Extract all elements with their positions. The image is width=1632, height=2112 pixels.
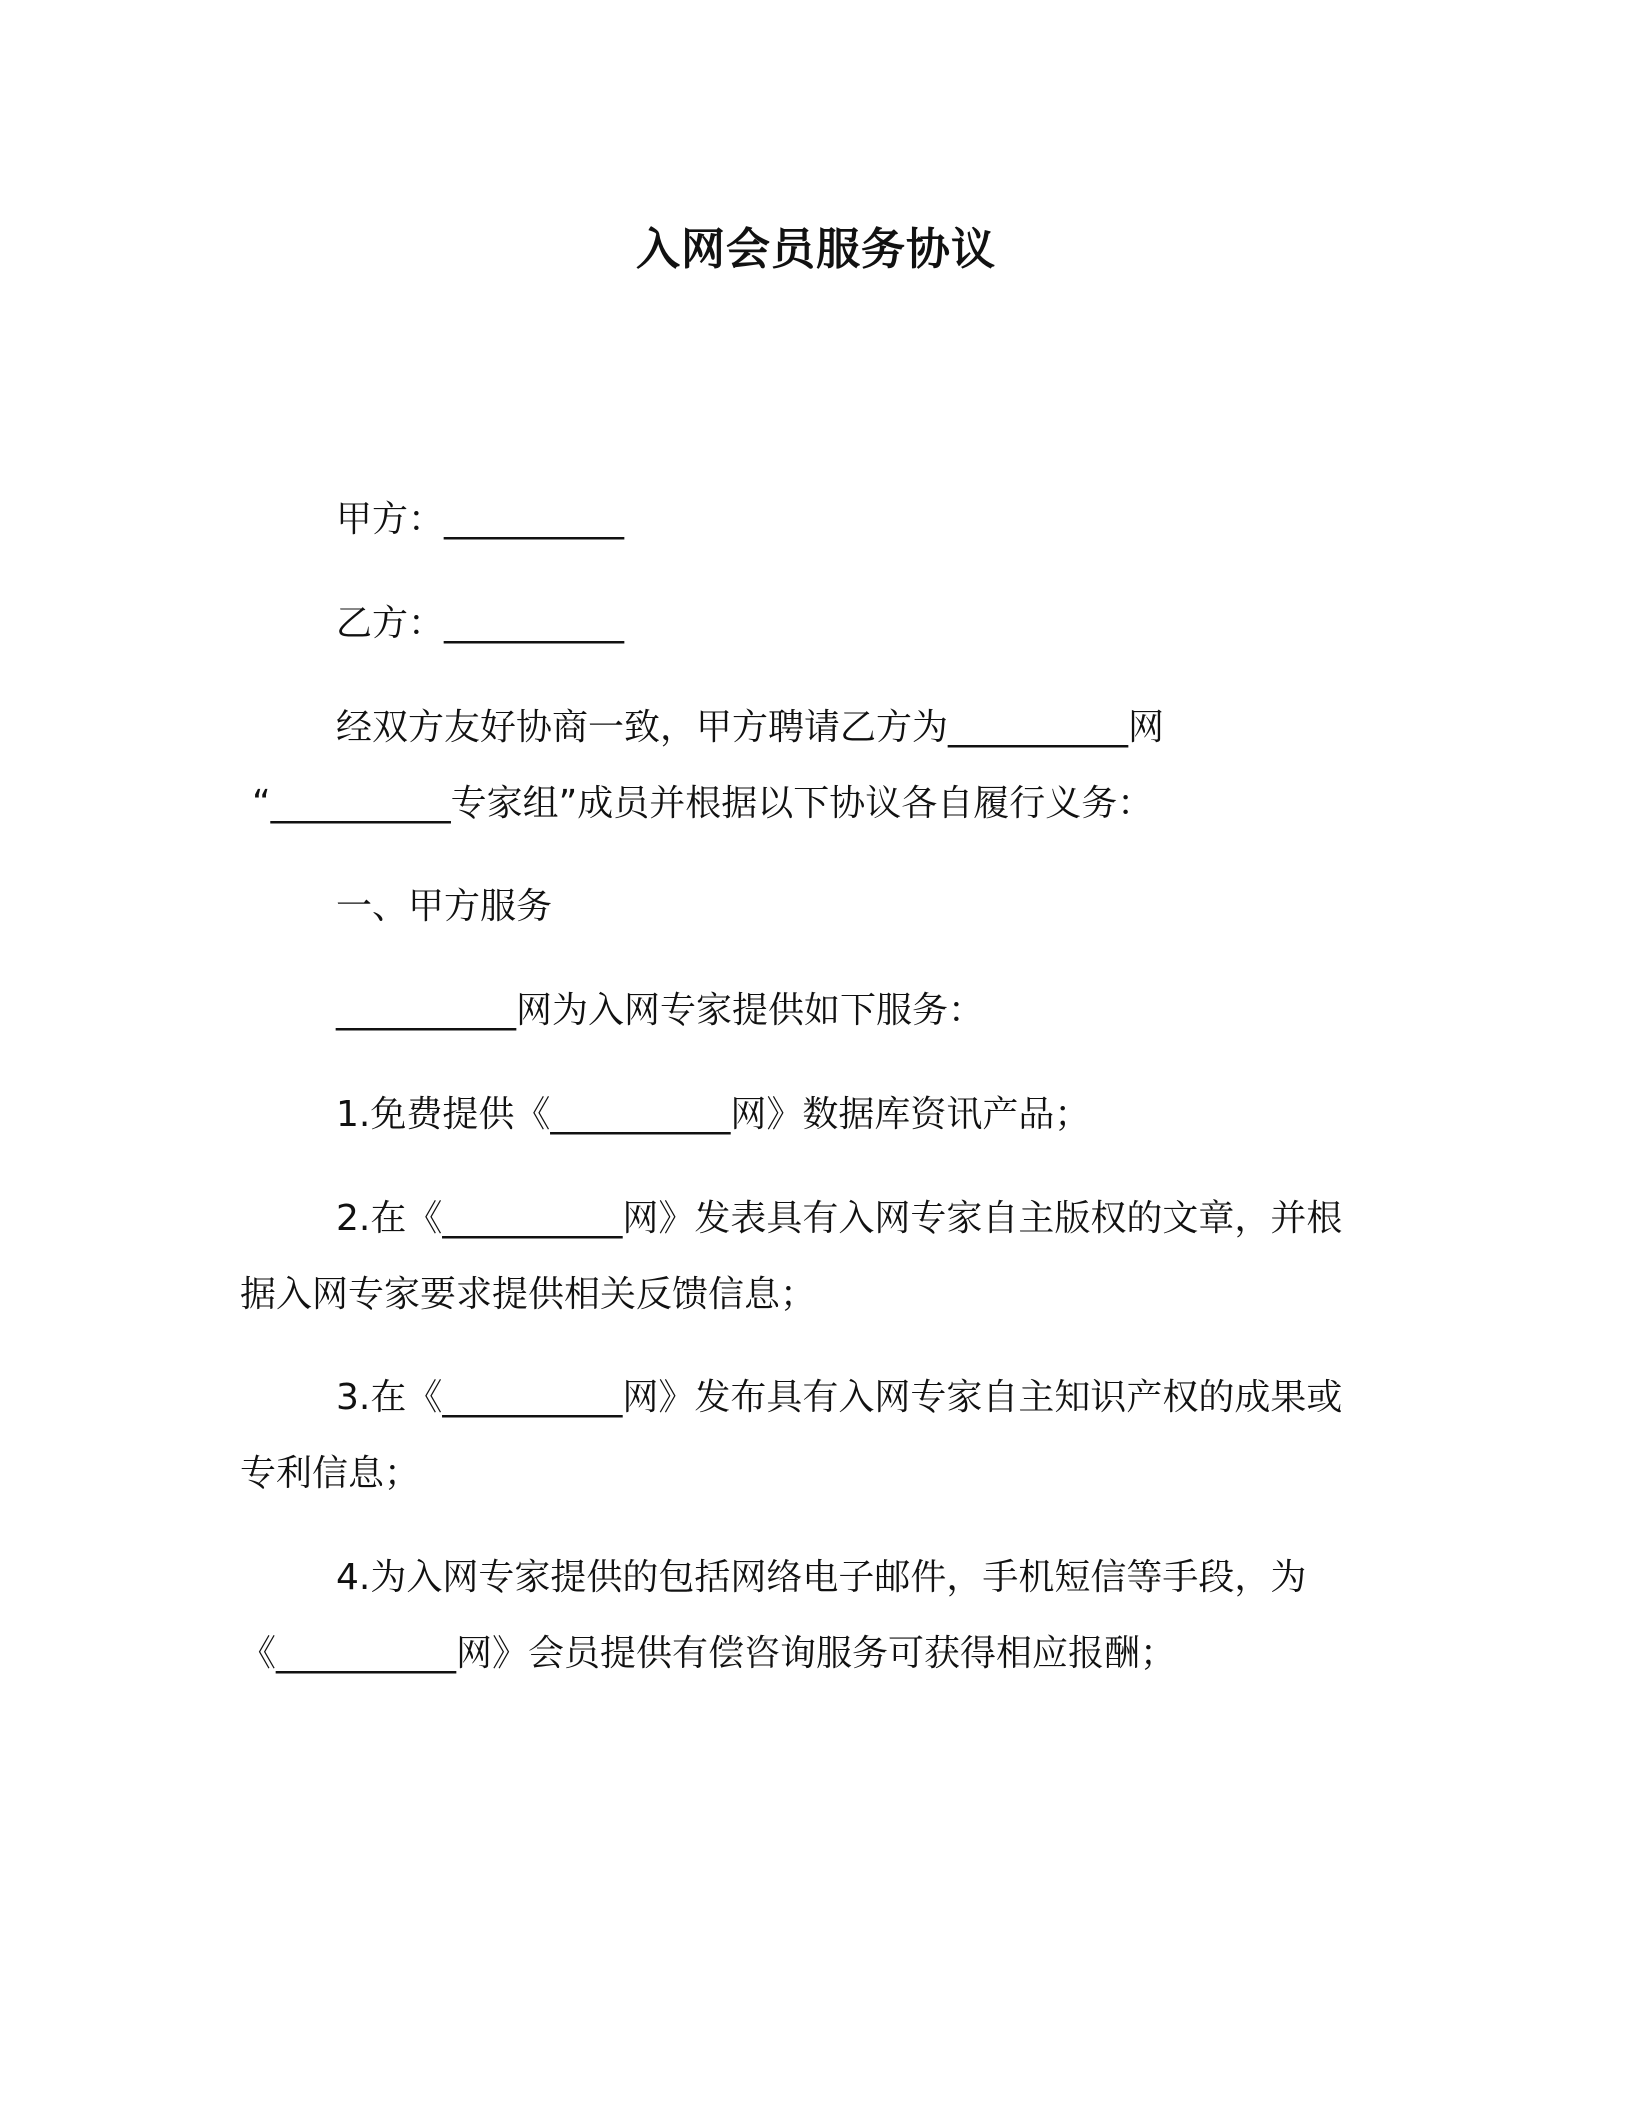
services-intro: __________网为入网专家提供如下服务： bbox=[336, 990, 985, 1031]
section-heading: 一、甲方服务 bbox=[336, 886, 553, 927]
party-b-line: 乙方：__________ bbox=[336, 603, 625, 644]
service-item-3-line-2: 专利信息； bbox=[240, 1453, 421, 1494]
party-a-line: 甲方：__________ bbox=[336, 499, 625, 540]
service-item-4-line-1: 4.为入网专家提供的包括网络电子邮件，手机短信等手段，为 bbox=[336, 1557, 1307, 1598]
service-item-3-line-1: 3.在《__________网》发布具有入网专家自主知识产权的成果或 bbox=[336, 1377, 1343, 1418]
service-item-4-line-2: 《__________网》会员提供有偿咨询服务可获得相应报酬； bbox=[240, 1633, 1177, 1674]
service-item-2-line-2: 据入网专家要求提供相关反馈信息； bbox=[240, 1274, 817, 1315]
service-item-1: 1.免费提供《__________网》数据库资讯产品； bbox=[336, 1094, 1091, 1135]
intro-paragraph-line-1: 经双方友好协商一致，甲方聘请乙方为__________网 bbox=[336, 707, 1165, 748]
document-title: 入网会员服务协议 bbox=[636, 224, 996, 275]
intro-paragraph-line-2: “__________专家组”成员并根据以下协议各自履行义务： bbox=[252, 783, 1154, 824]
service-item-2-line-1: 2.在《__________网》发表具有入网专家自主版权的文章，并根 bbox=[336, 1198, 1343, 1239]
